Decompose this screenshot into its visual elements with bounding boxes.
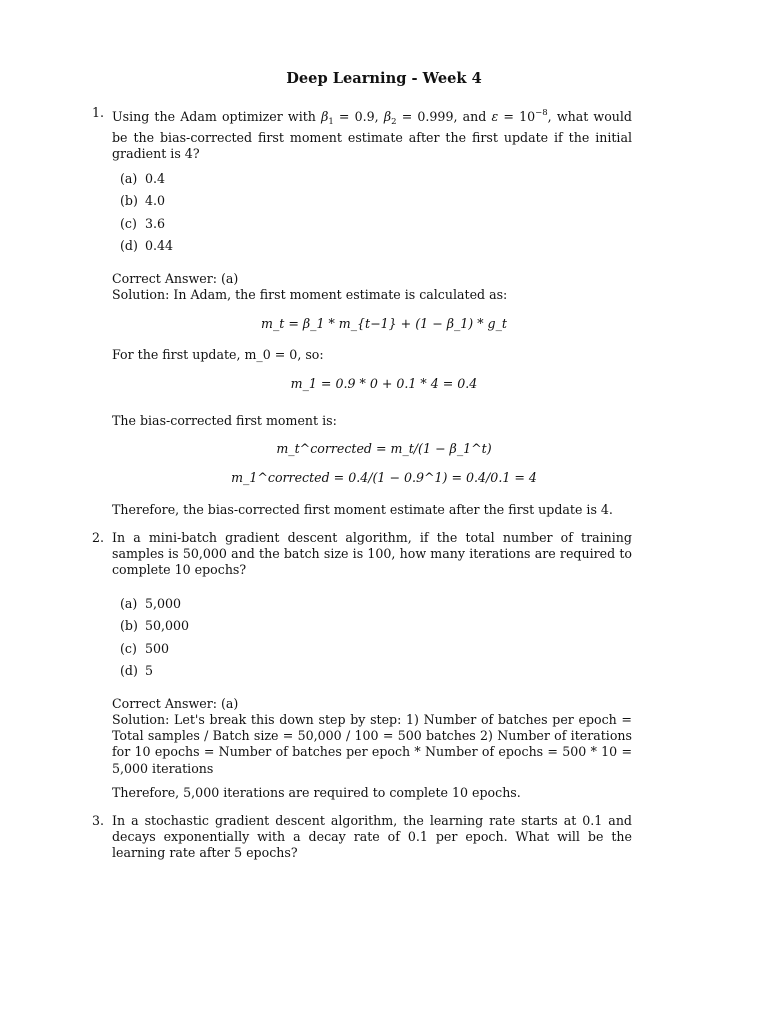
q1-option-d: (d) 0.44 (120, 238, 174, 253)
q1-bias-intro: The bias-corrected first moment is: (112, 413, 337, 428)
q2-option-b: (b) 50,000 (120, 618, 190, 633)
q2-option-d: (d) 5 (120, 663, 154, 678)
q2-option-c: (c) 500 (120, 641, 170, 656)
q1-eq2-text: m_1 = 0.9 * 0 + 0.1 * 4 = 0.4 (290, 376, 478, 391)
question-3-number: 3. (92, 813, 105, 828)
question-2-number: 2. (92, 530, 105, 545)
q2-correct-answer: Correct Answer: (a) (112, 696, 239, 711)
question-1-number: 1. (92, 105, 105, 120)
q1-solution-intro: Solution: In Adam, the first moment estimate is calculated as: (112, 287, 508, 302)
question-2-text: In a mini-batch gradient descent algorithm, if the total number of training samples is 50,000 and the batch size is 100, how many iterations are required to complete 10 epochs? (112, 530, 632, 578)
q1-option-b: (b) 4.0 (120, 193, 166, 208)
q2-option-a: (a) 5,000 (120, 596, 182, 611)
q1-eq1-text: m_t = β_1 * m_{t−1} + (1 − β_1) * g_t (261, 316, 507, 331)
q1-conclusion: Therefore, the bias-corrected first moment estimate after the first update is 4. (112, 502, 613, 517)
q1-eq3-text: m_t^corrected = m_t/(1 − β_1^t) (276, 441, 492, 456)
q1-equation-moment (0, 316, 768, 331)
document-title: Deep Learning - Week 4 (286, 70, 482, 87)
q1-equation-bias-value (0, 470, 768, 485)
q1-option-c: (c) 3.6 (120, 216, 166, 231)
q1-equation-m1 (0, 376, 768, 391)
q1-option-a: (a) 0.4 (120, 171, 166, 186)
q1-first-update: For the first update, m_0 = 0, so: (112, 347, 324, 362)
q2-conclusion: Therefore, 5,000 iterations are required to complete 10 epochs. (112, 785, 521, 800)
question-1-text: Using the Adam optimizer with $\beta_1 = 0.9$, $\beta_2 = 0.999$, and $\varepsilon = 10^{-8}$, what would be the bias-corrected first moment estimate after the first update if the initial gradient is 4? (112, 108, 632, 162)
q1-correct-answer: Correct Answer: (a) (112, 271, 239, 286)
q1-eq4-text: m_1^corrected = 0.4/(1 − 0.9^1) = 0.4/0.1 = 4 (231, 470, 537, 485)
q2-solution: Solution: Let's break this down step by step: 1) Number of batches per epoch = Total samples / Batch size = 50,000 / 100 = 500 batches 2) Number of iterations for 10 epochs = Number of batches per epoch * Number of epochs = 500 * 10 = 5,000 iterations (112, 712, 632, 776)
q1-equation-bias-general (0, 441, 768, 456)
question-3-text: In a stochastic gradient descent algorithm, the learning rate starts at 0.1 and decays exponentially with a decay rate of 0.1 per epoch. What will be the learning rate after 5 epochs? (112, 813, 632, 861)
